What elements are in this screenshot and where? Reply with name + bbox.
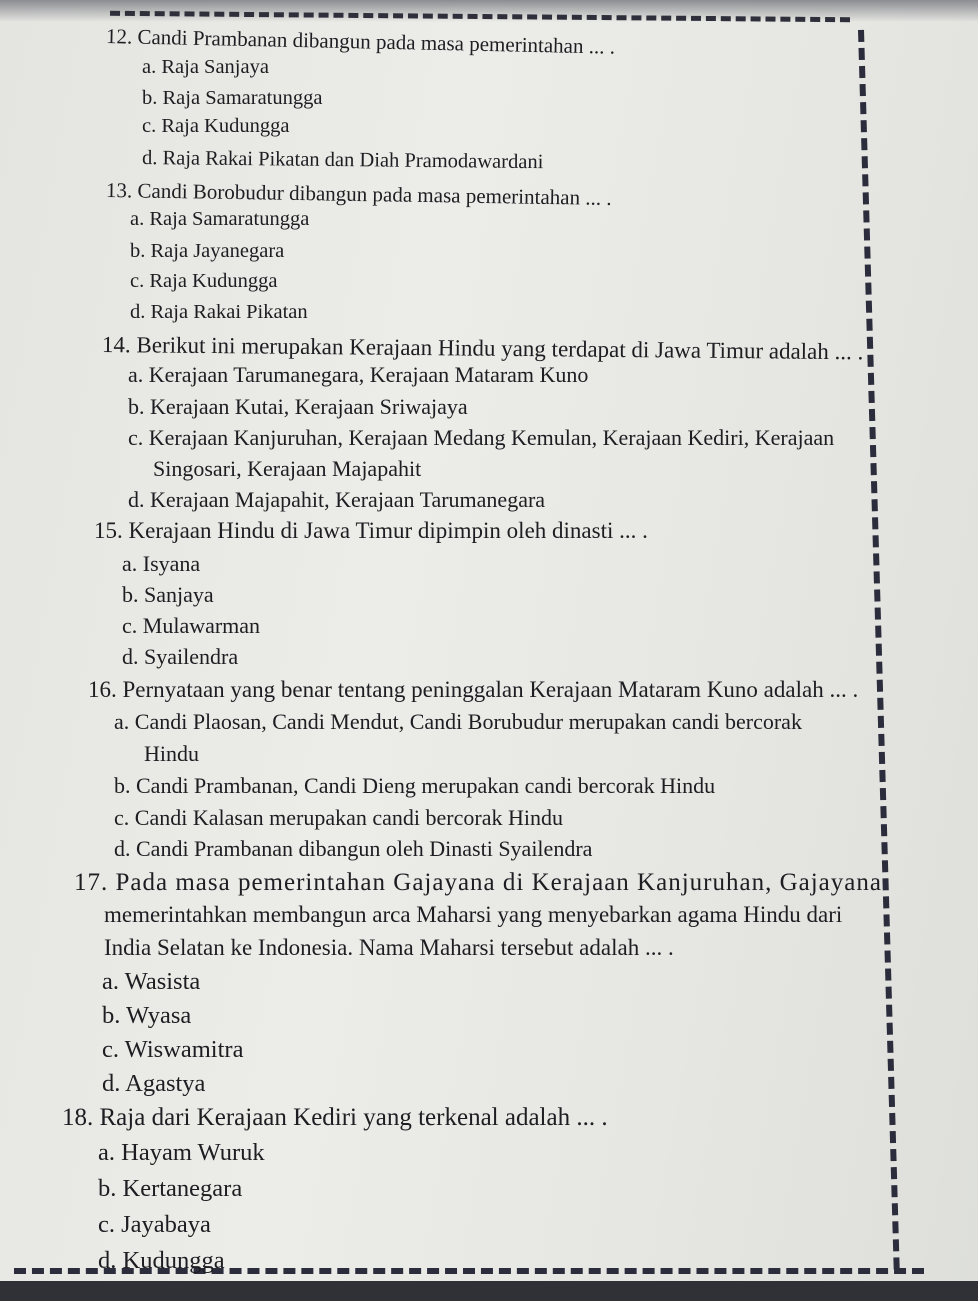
- question-13-option-b: b. Raja Jayanegara: [130, 240, 285, 262]
- question-14-option-c-continued: Singosari, Kerajaan Majapahit: [153, 456, 422, 481]
- question-18-option-b: b. Kertanegara: [98, 1175, 243, 1202]
- question-13-stem: 13. Candi Borobudur dibangun pada masa pemerintahan ... .: [105, 178, 612, 210]
- question-15-option-c: c. Mulawarman: [122, 613, 261, 638]
- question-17-stem-line-3: India Selatan ke Indonesia. Nama Maharsi tersebut adalah ... .: [104, 935, 674, 960]
- question-12-option-a: a. Raja Sanjaya: [142, 56, 269, 78]
- question-18-option-d: d. Kudungga: [98, 1247, 225, 1274]
- question-16-option-a: a. Candi Plaosan, Candi Mendut, Candi Borubudur merupakan candi bercorak: [114, 709, 802, 734]
- question-16-option-c: c. Candi Kalasan merupakan candi bercorak Hindu: [114, 805, 563, 830]
- question-15-option-d: d. Syailendra: [122, 644, 239, 669]
- question-18-option-a: a. Hayam Wuruk: [98, 1139, 265, 1166]
- question-15-stem: 15. Kerajaan Hindu di Jawa Timur dipimpin oleh dinasti ... .: [94, 518, 648, 543]
- question-15-option-b: b. Sanjaya: [122, 582, 214, 607]
- question-15-option-a: a. Isyana: [122, 551, 201, 576]
- question-16-option-b: b. Candi Prambanan, Candi Dieng merupakan candi bercorak Hindu: [114, 773, 716, 798]
- question-18-stem: 18. Raja dari Kerajaan Kediri yang terkenal adalah ... .: [62, 1104, 608, 1131]
- question-16-option-d: d. Candi Prambanan dibangun oleh Dinasti Syailendra: [114, 836, 593, 861]
- page-edge-bottom: [0, 1281, 978, 1301]
- question-12-option-c: c. Raja Kudungga: [142, 115, 290, 137]
- question-12-stem: 12. Candi Prambanan dibangun pada masa pemerintahan ... .: [105, 24, 616, 59]
- question-17-option-c: c. Wiswamitra: [102, 1036, 244, 1063]
- question-14-option-b: b. Kerajaan Kutai, Kerajaan Sriwajaya: [128, 394, 468, 419]
- question-18-option-c: c. Jayabaya: [98, 1211, 211, 1238]
- question-16-option-a-continued: Hindu: [144, 741, 199, 766]
- question-17-stem: 17. Pada masa pemerintahan Gajayana di Kerajaan Kanjuruhan, Gajayana: [74, 869, 882, 896]
- question-12-option-d: d. Raja Rakai Pikatan dan Diah Pramodawardani: [141, 147, 544, 174]
- question-17-option-a: a. Wasista: [102, 968, 201, 995]
- question-14-stem: 14. Berikut ini merupakan Kerajaan Hindu yang terdapat di Jawa Timur adalah ... .: [101, 332, 864, 365]
- question-13-option-a: a. Raja Samaratungga: [130, 208, 310, 230]
- question-17-option-b: b. Wyasa: [102, 1002, 192, 1029]
- dashed-border-right: [858, 30, 900, 1270]
- question-14-option-a: a. Kerajaan Tarumanegara, Kerajaan Mataram Kuno: [128, 362, 589, 387]
- question-17-option-d: d. Agastya: [102, 1070, 206, 1097]
- question-12-option-b: b. Raja Samaratungga: [142, 87, 323, 109]
- question-14-option-c: c. Kerajaan Kanjuruhan, Kerajaan Medang Kemulan, Kerajaan Kediri, Kerajaan: [128, 425, 835, 450]
- question-16-stem: 16. Pernyataan yang benar tentang peninggalan Kerajaan Mataram Kuno adalah ... .: [88, 677, 859, 702]
- question-13-option-c: c. Raja Kudungga: [130, 270, 278, 292]
- question-17-stem-line-2: memerintahkan membangun arca Maharsi yang menyebarkan agama Hindu dari: [104, 902, 843, 927]
- question-13-option-d: d. Raja Rakai Pikatan: [130, 301, 308, 323]
- question-14-option-d: d. Kerajaan Majapahit, Kerajaan Tarumanegara: [128, 487, 546, 512]
